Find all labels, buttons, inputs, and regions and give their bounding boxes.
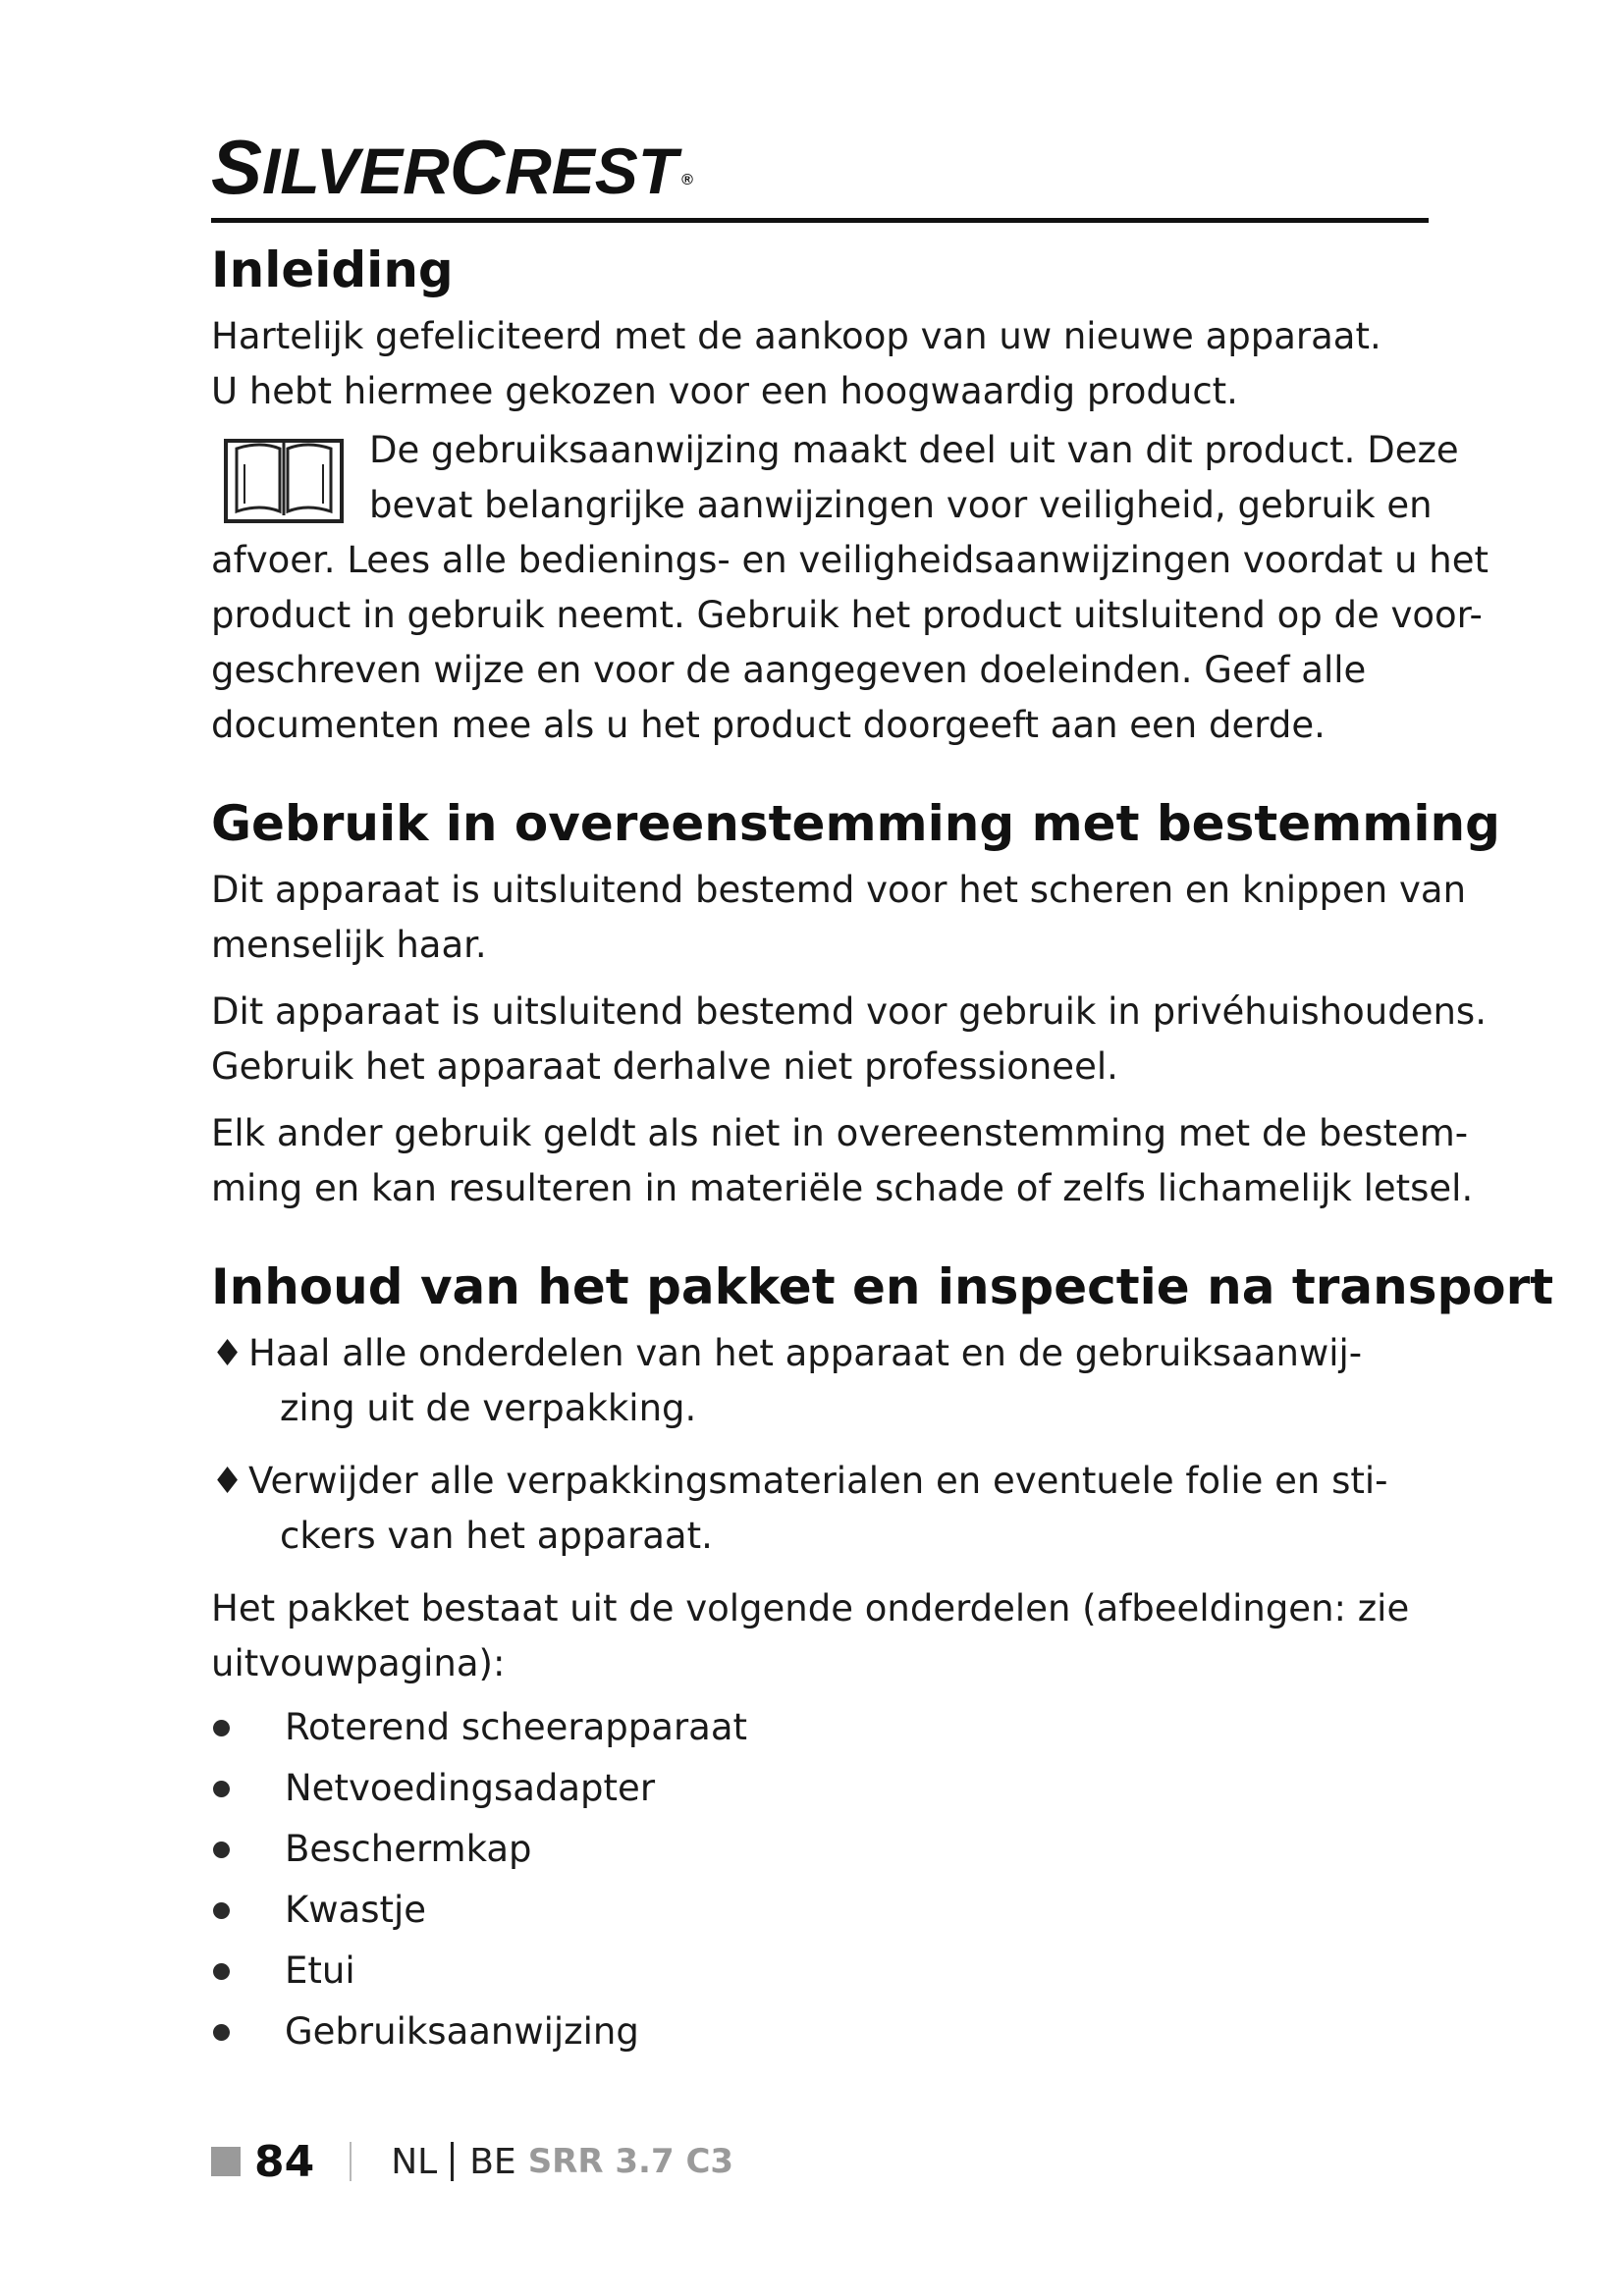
list-item	[211, 1880, 1434, 1941]
part-name: Roterend scheerapparaat	[285, 1706, 748, 1748]
page-footer	[211, 2132, 733, 2191]
section-heading-intro: Inleiding	[211, 241, 454, 298]
section-heading-intended-use: Gebruik in overeenstemming met bestemming	[211, 795, 1500, 852]
step-text: Verwijder alle verpakkingsmaterialen en eventuele folie en sti-	[248, 1460, 1388, 1502]
list-item	[211, 2002, 1434, 2062]
section-heading-package: Inhoud van het pakket en inspectie na transport	[211, 1258, 1554, 1315]
model-number: SRR 3.7 C3	[527, 2142, 734, 2181]
language-nl: NL	[391, 2141, 438, 2182]
step-text: zing uit de verpakking.	[280, 1387, 697, 1429]
package-intro-line: uitvouwpagina):	[211, 1642, 506, 1684]
footer-square-icon	[211, 2147, 241, 2176]
page-content	[211, 124, 1554, 2062]
part-name: Beschermkap	[285, 1828, 532, 1870]
footer-divider	[451, 2142, 454, 2181]
part-name: Kwastje	[285, 1889, 427, 1931]
parts-list	[211, 1697, 1434, 2062]
brand-logo	[211, 124, 1434, 210]
logo-text: REST	[505, 134, 678, 207]
intended-use-line: ming en kan resulteren in materiële schade of zelfs lichamelijk letsel.	[211, 1167, 1474, 1209]
step-item	[211, 1454, 1434, 1564]
intro-line: Hartelijk gefeliciteerd met de aankoop van uw nieuwe apparaat.	[211, 315, 1381, 357]
manual-note-line: afvoer. Lees alle bedienings- en veiligheidsaanwijzingen voordat u het	[211, 539, 1489, 581]
part-name: Etui	[285, 1949, 355, 1992]
diamond-bullet-icon: ♦	[211, 1460, 244, 1502]
bullet-dot-icon	[213, 1902, 230, 1919]
step-text: Haal alle onderdelen van het apparaat en de gebruiksaanwij-	[248, 1332, 1363, 1374]
page-number: 84	[254, 2136, 315, 2187]
manual-note-line: De gebruiksaanwijzing maakt deel uit van dit product. Deze	[369, 429, 1459, 471]
book-icon	[223, 435, 345, 525]
step-item	[211, 1326, 1434, 1436]
list-item	[211, 1819, 1434, 1880]
intended-use-line: Dit apparaat is uitsluitend bestemd voor het scheren en knippen van	[211, 869, 1467, 911]
part-name: Gebruiksaanwijzing	[285, 2010, 639, 2053]
logo-letter: S	[211, 124, 263, 210]
intended-use-line: Elk ander gebruik geldt als niet in overeenstemming met de bestem-	[211, 1112, 1469, 1154]
part-name: Netvoedingsadapter	[285, 1767, 656, 1809]
logo-text: ILVER	[262, 134, 450, 207]
bullet-dot-icon	[213, 1963, 230, 1980]
diamond-bullet-icon: ♦	[211, 1332, 244, 1374]
manual-note-line: geschreven wijze en voor de aangegeven doeleinden. Geef alle	[211, 649, 1367, 691]
intended-use-line: Dit apparaat is uitsluitend bestemd voor gebruik in privéhuishoudens.	[211, 990, 1487, 1033]
header-rule	[211, 218, 1429, 223]
bullet-dot-icon	[213, 1842, 230, 1858]
list-item	[211, 1697, 1434, 1758]
list-item	[211, 1758, 1434, 1819]
package-intro-line: Het pakket bestaat uit de volgende onderdelen (afbeeldingen: zie	[211, 1587, 1410, 1629]
registered-mark: ®	[681, 172, 693, 188]
intro-line: U hebt hiermee gekozen voor een hoogwaardig product.	[211, 370, 1238, 412]
bullet-dot-icon	[213, 1781, 230, 1797]
bullet-dot-icon	[213, 2024, 230, 2041]
logo-letter: C	[449, 124, 506, 210]
step-text: ckers van het apparaat.	[280, 1515, 713, 1557]
manual-note-line: documenten mee als u het product doorgeeft aan een derde.	[211, 704, 1326, 746]
language-be: BE	[469, 2141, 516, 2182]
intended-use-line: Gebruik het apparaat derhalve niet professioneel.	[211, 1045, 1118, 1088]
bullet-dot-icon	[213, 1720, 230, 1736]
footer-divider	[350, 2142, 352, 2181]
manual-note-line: bevat belangrijke aanwijzingen voor veiligheid, gebruik en	[369, 484, 1433, 526]
manual-note	[211, 423, 1489, 753]
intended-use-line: menselijk haar.	[211, 924, 487, 966]
list-item	[211, 1941, 1434, 2002]
manual-note-line: product in gebruik neemt. Gebruik het product uitsluitend op de voor-	[211, 594, 1483, 636]
